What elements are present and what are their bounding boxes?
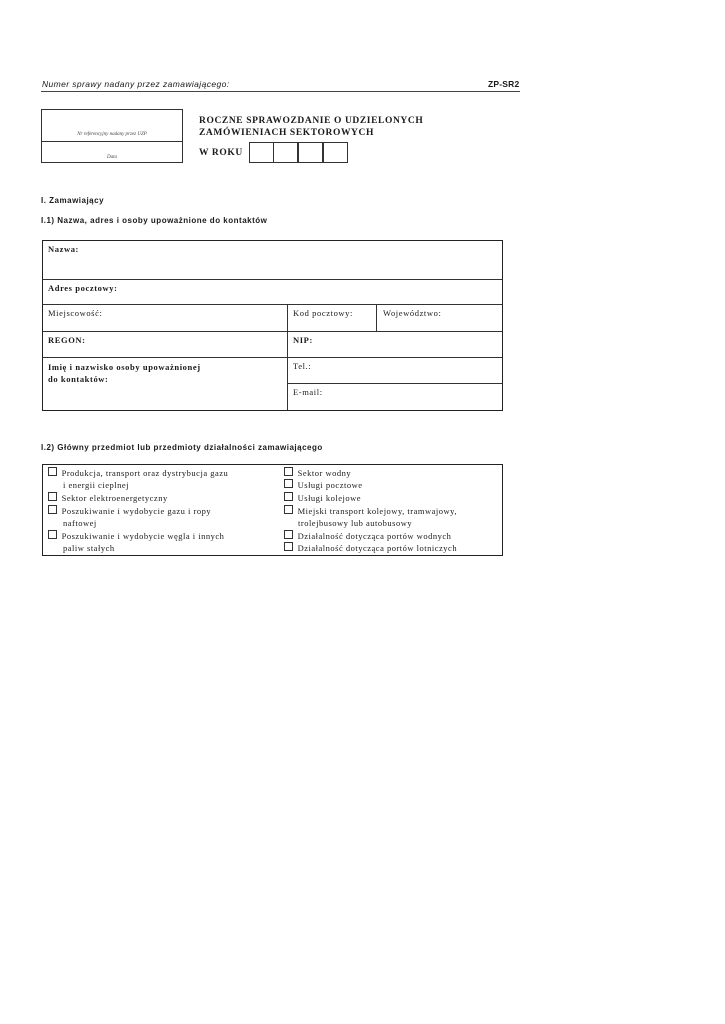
option-label: Usługi pocztowe — [297, 480, 363, 490]
phone-field[interactable]: Tel.: — [293, 361, 312, 371]
option-label: Działalność dotycząca portów wodnych — [297, 531, 452, 541]
option-label: Poszukiwanie i wydobycie gazu i ropy — [61, 506, 212, 516]
option-water[interactable] — [284, 467, 351, 480]
row-divider — [287, 383, 502, 384]
section-1-heading: I. Zamawiający — [41, 196, 105, 205]
name-field[interactable]: Nazwa: — [48, 244, 79, 254]
option-electricity[interactable] — [48, 492, 168, 505]
form-title-line2: ZAMÓWIENIACH SEKTOROWYCH — [199, 128, 374, 138]
postal-code-field[interactable]: Kod pocztowy: — [293, 308, 353, 318]
province-field[interactable]: Województwo: — [383, 308, 442, 318]
year-digit-3-field[interactable] — [298, 142, 323, 163]
contact-person-label-line2: do kontaktów: — [48, 374, 109, 384]
checkbox[interactable] — [284, 505, 293, 514]
option-airports[interactable] — [284, 542, 457, 555]
checkbox[interactable] — [284, 492, 293, 501]
checkbox[interactable] — [284, 467, 293, 476]
reference-number-caption: Nr referencyjny nadany przez UZP — [77, 132, 147, 137]
checkbox[interactable] — [284, 542, 293, 551]
column-divider — [287, 304, 288, 410]
option-postal[interactable] — [284, 479, 363, 492]
column-divider — [376, 304, 377, 331]
email-field[interactable]: E-mail: — [293, 387, 323, 397]
year-digit-1-field[interactable] — [249, 142, 274, 163]
option-label: Działalność dotycząca portów lotniczych — [297, 543, 458, 553]
row-divider — [43, 331, 502, 332]
section-1-1-heading: I.1) Nazwa, adres i osoby upoważnione do kontaktów — [41, 216, 268, 225]
checkbox[interactable] — [48, 492, 57, 501]
stamp-divider — [41, 141, 183, 142]
option-label: Produkcja, transport oraz dystrybucja gazu — [61, 468, 229, 478]
nip-field[interactable]: NIP: — [293, 335, 313, 345]
option-gas-heat[interactable] — [48, 467, 228, 491]
header-divider — [41, 91, 520, 92]
form-title-line1: ROCZNE SPRAWOZDANIE O UDZIELONYCH — [199, 116, 424, 126]
year-label: W ROKU — [199, 148, 243, 158]
option-coal-extraction[interactable] — [48, 530, 224, 554]
checkbox[interactable] — [284, 479, 293, 488]
option-label-cont: paliw stałych — [63, 542, 115, 553]
case-number-label: Numer sprawy nadany przez zamawiającego: — [42, 79, 230, 89]
option-label: Usługi kolejowe — [297, 493, 362, 503]
checkbox[interactable] — [48, 467, 57, 476]
postal-address-field[interactable]: Adres pocztowy: — [48, 283, 118, 293]
option-label: Poszukiwanie i wydobycie węgla i innych — [61, 531, 225, 541]
option-urban-transport[interactable] — [284, 505, 457, 529]
row-divider — [43, 304, 502, 305]
section-1-2-heading: I.2) Główny przedmiot lub przedmioty działalności zamawiającego — [41, 443, 323, 452]
row-divider — [43, 279, 502, 280]
option-label: Sektor wodny — [297, 468, 352, 478]
contact-person-label-line1: Imię i nazwisko osoby upoważnionej — [48, 362, 201, 372]
option-label-cont: naftowej — [63, 517, 97, 528]
checkbox[interactable] — [48, 530, 57, 539]
regon-field[interactable]: REGON: — [48, 335, 86, 345]
option-water-ports[interactable] — [284, 530, 451, 543]
city-field[interactable]: Miejscowość: — [48, 308, 103, 318]
year-digit-4-field[interactable] — [323, 142, 348, 163]
contact-table — [42, 240, 503, 411]
form-title — [199, 115, 439, 139]
option-railway[interactable] — [284, 492, 361, 505]
option-label: Miejski transport kolejowy, tramwajowy, — [297, 506, 457, 516]
contact-person-field[interactable] — [48, 361, 201, 385]
year-digit-2-field[interactable] — [273, 142, 298, 163]
checkbox[interactable] — [284, 530, 293, 539]
option-label-cont: trolejbusowy lub autobusowy — [298, 517, 413, 528]
option-gas-oil-extraction[interactable] — [48, 505, 211, 529]
checkbox[interactable] — [48, 505, 57, 514]
option-label-cont: i energii cieplnej — [63, 479, 129, 490]
option-label: Sektor elektroenergetyczny — [61, 493, 168, 503]
row-divider — [43, 357, 502, 358]
form-code: ZP-SR2 — [488, 79, 520, 89]
date-caption: Data — [107, 155, 117, 160]
